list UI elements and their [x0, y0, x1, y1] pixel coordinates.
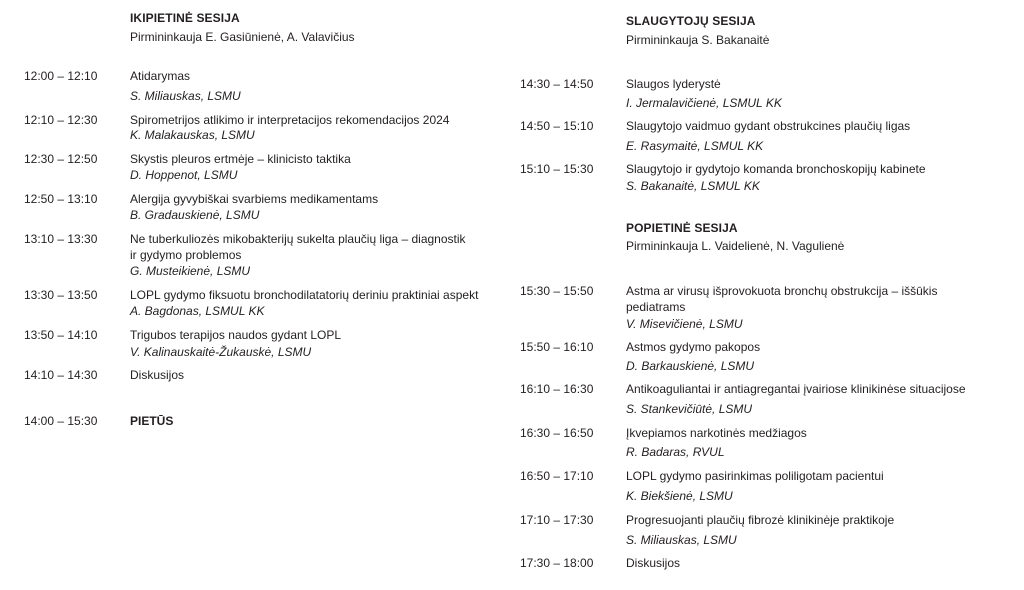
session-chair: Pirmininkauja S. Bakanaitė [626, 33, 770, 47]
item-title-line2: pediatrams [626, 300, 686, 314]
item-time: 14:30 – 14:50 [520, 77, 594, 91]
item-time: 12:00 – 12:10 [24, 69, 98, 83]
item-time: 14:50 – 15:10 [520, 119, 594, 133]
item-title: Alergija gyvybiškai svarbiems medikamentams [130, 192, 379, 206]
item-speaker: R. Badaras, RVUL [626, 445, 725, 459]
item-title: Diskusijos [130, 368, 185, 382]
item-speaker: S. Stankevičiūtė, LSMU [626, 402, 753, 416]
session-chair: Pirmininkauja E. Gasiūnienė, A. Valavičius [130, 30, 355, 44]
item-title: LOPL gydymo fiksuotu bronchodilatatorių deriniu praktiniai aspekt [130, 288, 479, 302]
item-time: 12:50 – 13:10 [24, 192, 98, 206]
item-title: Slaugytojo vaidmuo gydant obstrukcines plaučių ligas [626, 119, 911, 133]
item-time: 15:50 – 16:10 [520, 340, 594, 354]
item-time: 14:10 – 14:30 [24, 368, 98, 382]
item-speaker: K. Biekšienė, LSMU [626, 489, 733, 503]
item-time: 13:50 – 14:10 [24, 328, 98, 342]
item-title: Skystis pleuros ertmėje – klinicisto taktika [130, 152, 351, 166]
item-time: 17:30 – 18:00 [520, 556, 594, 570]
item-speaker: K. Malakauskas, LSMU [130, 128, 255, 142]
item-title: Antikoaguliantai ir antiagregantai įvairiose klinikinėse situacijose [626, 382, 966, 396]
item-title: Trigubos terapijos naudos gydant LOPL [130, 328, 342, 342]
item-title: Spirometrijos atlikimo ir interpretacijos rekomendacijos 2024 [130, 113, 450, 127]
item-speaker: V. Kalinauskaitė-Žukauskė, LSMU [130, 345, 312, 359]
item-speaker: I. Jermalavičienė, LSMUL KK [626, 96, 782, 110]
item-time: 15:30 – 15:50 [520, 284, 594, 298]
item-speaker: D. Hoppenot, LSMU [130, 168, 238, 182]
item-title: Įkvepiamos narkotinės medžiagos [626, 426, 807, 440]
item-speaker: S. Miliauskas, LSMU [130, 89, 241, 103]
item-title: Atidarymas [130, 69, 191, 83]
item-time: 16:50 – 17:10 [520, 469, 594, 483]
lunch-time: 14:00 – 15:30 [24, 414, 98, 428]
item-title: Astma ar virusų išprovokuota bronchų obstrukcija – iššūkis [626, 284, 938, 298]
session-title: SLAUGYTOJŲ SESIJA [626, 14, 756, 28]
item-time: 16:30 – 16:50 [520, 426, 594, 440]
item-title: Slaugos lyderystė [626, 77, 721, 91]
item-time: 15:10 – 15:30 [520, 162, 594, 176]
item-speaker: G. Musteikienė, LSMU [130, 264, 251, 278]
item-speaker: A. Bagdonas, LSMUL KK [130, 304, 265, 318]
item-time: 12:10 – 12:30 [24, 113, 98, 127]
item-speaker: S. Miliauskas, LSMU [626, 533, 737, 547]
item-time: 12:30 – 12:50 [24, 152, 98, 166]
item-title: Slaugytojo ir gydytojo komanda bronchoskopijų kabinete [626, 162, 926, 176]
item-title: Progresuojanti plaučių fibrozė klinikinėje praktikoje [626, 513, 895, 527]
item-time: 16:10 – 16:30 [520, 382, 594, 396]
item-time: 13:10 – 13:30 [24, 232, 98, 246]
item-title: Diskusijos [626, 556, 681, 570]
session-title: POPIETINĖ SESIJA [626, 221, 738, 235]
item-speaker: S. Bakanaitė, LSMUL KK [626, 179, 760, 193]
session-chair: Pirmininkauja L. Vaidelienė, N. Vagulienė [626, 239, 845, 253]
session-title: IKIPIETINĖ SESIJA [130, 11, 240, 25]
item-title: Astmos gydymo pakopos [626, 340, 761, 354]
item-title-line2: ir gydymo problemos [130, 248, 242, 262]
item-speaker: B. Gradauskienė, LSMU [130, 208, 260, 222]
item-time: 17:10 – 17:30 [520, 513, 594, 527]
item-speaker: D. Barkauskienė, LSMU [626, 359, 755, 373]
item-speaker: E. Rasymaitė, LSMUL KK [626, 139, 764, 153]
lunch-label: PIETŪS [130, 414, 174, 428]
item-speaker: V. Misevičienė, LSMU [626, 317, 743, 331]
item-time: 13:30 – 13:50 [24, 288, 98, 302]
item-title: Ne tuberkuliozės mikobakterijų sukelta plaučių liga – diagnostik [130, 232, 466, 246]
item-title: LOPL gydymo pasirinkimas poliligotam pacientui [626, 469, 884, 483]
